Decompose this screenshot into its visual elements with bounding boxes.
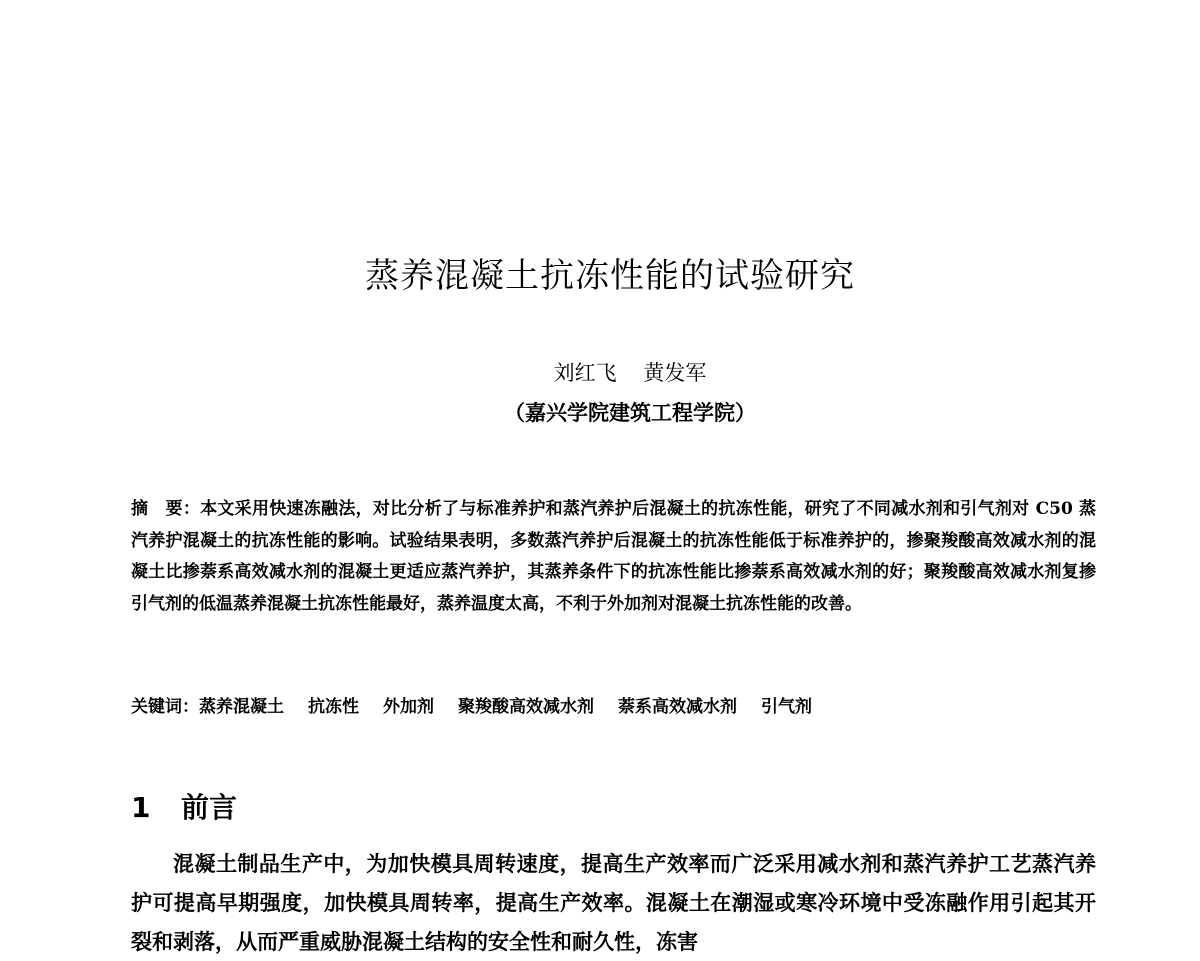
keywords [131, 692, 1096, 717]
abstract-text: 本文采用快速冻融法，对比分析了与标准养护和蒸汽养护后混凝土的抗冻性能，研究了不同减水剂和引气剂对 C50 蒸汽养护混凝土的抗冻性能的影响。试验结果表明，多数蒸汽养护后混凝土的抗冻性能低于标准养护的，掺聚羧酸高效减水剂的混凝土比掺萘系高效减水剂的混凝土更适应蒸汽养护，其蒸养条件下的抗冻性能比掺萘系高效减水剂的好；聚羧酸高效减水剂复掺引气剂的低温蒸养混凝土抗冻性能最好，蒸养温度太高，不利于外加剂对混凝土抗冻性能的改善。 [131, 499, 1096, 614]
paper-title: 蒸养混凝土抗冻性能的试验研究 [365, 256, 855, 296]
abstract-label: 摘 要： [131, 499, 201, 519]
author-list: 刘红飞 黄发军 [553, 361, 707, 385]
keyword: 抗冻性 [308, 697, 359, 717]
keyword: 引气剂 [761, 697, 812, 717]
keywords-label: 关键词： [131, 697, 199, 717]
abstract [131, 494, 1096, 620]
section-number: 1 [131, 791, 151, 824]
keyword: 聚羧酸高效减水剂 [458, 697, 594, 717]
body-paragraph: 混凝土制品生产中，为加快模具周转速度，提高生产效率而广泛采用减水剂和蒸汽养护工艺蒸汽养护可提高早期强度，加快模具周转率，提高生产效率。混凝土在潮湿或寒冷环境中受冻融作用引起其开裂和剥落，从而严重威胁混凝土结构的安全性和耐久性，冻害 [131, 851, 1096, 954]
keyword: 外加剂 [383, 697, 434, 717]
author-affiliation: （嘉兴学院建筑工程学院） [504, 400, 756, 425]
section-heading [131, 786, 237, 826]
keyword: 萘系高效减水剂 [618, 697, 737, 717]
keyword: 蒸养混凝土 [199, 697, 284, 717]
section-title: 前言 [181, 791, 238, 824]
